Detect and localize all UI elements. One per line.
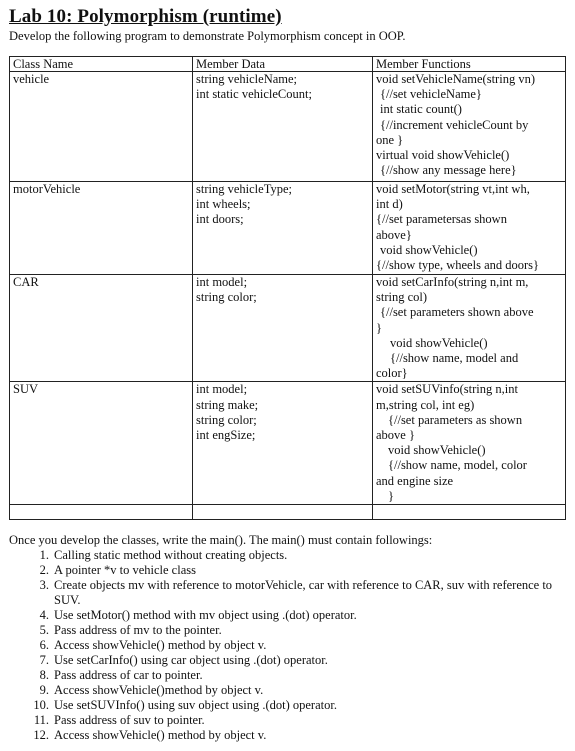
member-data-line: int wheels; (196, 197, 251, 212)
member-function-line: int d) (376, 197, 403, 212)
list-item-number: 8. (39, 668, 49, 682)
member-function-line: void setMotor(string vt,int wh, (376, 182, 530, 196)
member-function-line: {//show any message here} (380, 163, 517, 178)
member-function-line: string col) (376, 290, 428, 305)
list-item-text: Pass address of car to pointer. (54, 668, 203, 682)
list-item-text: Use setMotor() method with mv object using .(dot) operator. (54, 608, 357, 622)
list-item (9, 728, 565, 743)
list-item-text: Access showVehicle() method by object v. (54, 728, 267, 742)
table-header-row (10, 57, 566, 72)
empty-cell (10, 505, 193, 520)
list-item (9, 608, 565, 623)
list-item (9, 698, 565, 713)
member-data-cell (193, 275, 373, 382)
list-item-text: Access showVehicle()method by object v. (54, 683, 264, 697)
class-name-cell: SUV (10, 382, 193, 505)
member-function-line: } (388, 488, 394, 503)
list-item-text: Pass address of suv to pointer. (54, 713, 205, 727)
member-function-line: void showVehicle() (390, 335, 488, 350)
list-item-number: 4. (39, 608, 49, 622)
member-data-line: int model; (196, 382, 248, 397)
member-function-line: void setCarInfo(string n,int m, (376, 275, 529, 289)
member-function-line: above } (376, 428, 415, 443)
list-item (9, 638, 565, 653)
member-data-line: string vehicleName; (196, 72, 298, 86)
header-member-functions: Member Functions (373, 57, 566, 72)
member-data-line: string color; (196, 290, 257, 305)
list-item-number: 11. (33, 713, 49, 727)
member-functions-cell (373, 275, 566, 382)
header-member-data: Member Data (193, 57, 373, 72)
document-page (9, 6, 565, 742)
list-item-number: 6. (39, 638, 49, 652)
member-function-line: {//set parametersas shown (376, 212, 507, 227)
member-functions-cell (373, 72, 566, 182)
member-data-line: string make; (196, 397, 259, 412)
member-function-line: {//show name, model and (390, 351, 519, 366)
header-class-name: Class Name (10, 57, 193, 72)
table-row (10, 275, 566, 382)
list-item-text: A pointer *v to vehicle class (54, 563, 196, 577)
member-data-cell (193, 72, 373, 182)
instructions-intro: Once you develop the classes, write the main(). The main() must contain followings: (9, 533, 433, 547)
empty-cell (373, 505, 566, 520)
table-row (10, 182, 566, 275)
table-row (10, 382, 566, 505)
member-function-line: void showVehicle() (388, 443, 486, 458)
member-function-line: above} (376, 227, 412, 242)
list-item (9, 563, 565, 578)
table-row (10, 72, 566, 182)
page-subtitle: Develop the following program to demonstrate Polymorphism concept in OOP. (9, 29, 406, 43)
list-item-text: Pass address of mv to the pointer. (54, 623, 222, 637)
list-item-text: Calling static method without creating objects. (54, 548, 288, 562)
member-data-line: string vehicleType; (196, 182, 292, 196)
member-function-line: virtual void showVehicle() (376, 148, 510, 163)
list-item-number: 3. (39, 578, 49, 592)
list-item (9, 623, 565, 638)
class-name-cell: motorVehicle (10, 182, 193, 275)
empty-cell (193, 505, 373, 520)
list-item (9, 668, 565, 683)
member-data-cell (193, 382, 373, 505)
requirements-list (9, 548, 565, 743)
page-title: Lab 10: Polymorphism (runtime) (9, 6, 282, 27)
member-function-line: {//set vehicleName} (380, 87, 482, 102)
list-item (9, 683, 565, 698)
member-data-line: int static vehicleCount; (196, 87, 312, 102)
list-item-text: Create objects mv with reference to motorVehicle, car with reference to CAR, suv with reference to SUV. (54, 578, 553, 607)
member-functions-cell (373, 182, 566, 275)
member-function-line: void setSUVinfo(string n,int (376, 382, 518, 397)
member-function-line: {//set parameters shown above (380, 305, 534, 320)
list-item-number: 9. (39, 683, 49, 697)
member-functions-cell (373, 382, 566, 505)
table-row-empty (10, 505, 566, 520)
list-item (9, 713, 565, 728)
list-item-number: 10. (33, 698, 49, 712)
member-function-line: and engine size (376, 473, 454, 488)
class-name-cell: vehicle (10, 72, 193, 182)
member-data-line: int engSize; (196, 428, 256, 443)
member-function-line: int static count() (380, 102, 462, 117)
member-data-line: string color; (196, 412, 257, 427)
list-item-number: 12. (33, 728, 49, 742)
member-function-line: {//show name, model, color (388, 458, 527, 473)
list-item-number: 5. (39, 623, 49, 637)
class-table (9, 56, 566, 520)
member-function-line: } (376, 320, 382, 335)
list-item-text: Use setSUVInfo() using suv object using .(dot) operator. (54, 698, 337, 712)
list-item (9, 578, 565, 608)
list-item-number: 7. (39, 653, 49, 667)
member-function-line: void setVehicleName(string vn) (376, 72, 535, 86)
member-data-line: int doors; (196, 212, 244, 227)
list-item-number: 2. (39, 563, 49, 577)
list-item-text: Access showVehicle() method by object v. (54, 638, 267, 652)
member-function-line: {//increment vehicleCount by (380, 117, 529, 132)
list-item (9, 653, 565, 668)
member-function-line: void showVehicle() (380, 242, 478, 257)
member-function-line: one } (376, 132, 404, 147)
member-function-line: {//show type, wheels and doors} (376, 258, 540, 273)
member-data-cell (193, 182, 373, 275)
list-item-text: Use setCarInfo() using car object using .(dot) operator. (54, 653, 328, 667)
member-function-line: {//set parameters as shown (388, 412, 523, 427)
member-function-line: color} (376, 366, 408, 381)
member-data-line: int model; (196, 275, 248, 289)
list-item (9, 548, 565, 563)
member-function-line: m,string col, int eg) (376, 397, 475, 412)
class-name-cell: CAR (10, 275, 193, 382)
list-item-number: 1. (39, 548, 49, 562)
